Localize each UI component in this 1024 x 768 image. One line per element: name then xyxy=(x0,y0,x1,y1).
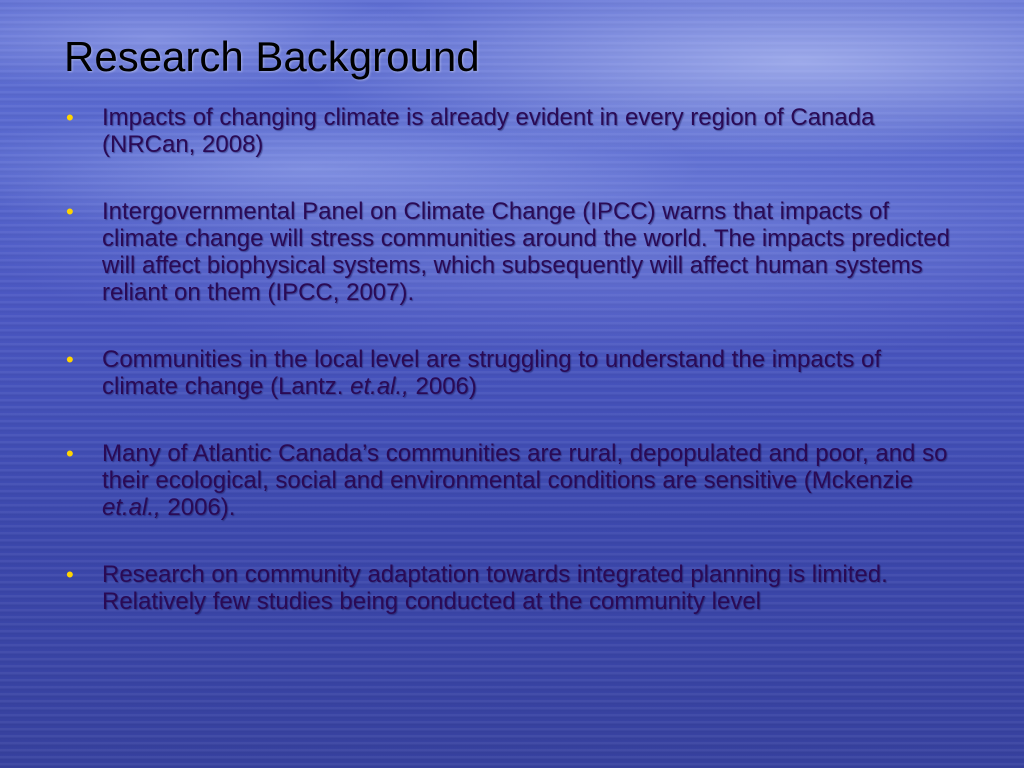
bullet-text-end: 2006) xyxy=(408,373,477,400)
bullet-icon: • xyxy=(66,441,74,466)
bullet-text: Intergovernmental Panel on Climate Change (IPCC) warns that impacts of climate change will stress communities around the world. The impacts predicted will affect biophysical systems, which subsequently will affect human systems reliant on them (IPCC, 2007). xyxy=(102,198,950,306)
bullet-text: Impacts of changing climate is already evident in every region of Canada (NRCan, 2008) xyxy=(102,104,875,158)
citation-italic: et.al., xyxy=(350,373,409,400)
bullet-text: Many of Atlantic Canada’s communities are rural, depopulated and poor, and so their ecological, social and environmental conditions are sensitive (Mckenzie xyxy=(102,440,948,494)
slide-title: Research Background xyxy=(64,33,480,80)
bullet-icon: • xyxy=(66,199,74,224)
bullet-item xyxy=(62,198,962,306)
bullet-icon: • xyxy=(66,562,74,587)
bullet-icon: • xyxy=(66,347,74,372)
bullet-text-end: 2006). xyxy=(160,494,236,521)
bullet-icon: • xyxy=(66,105,74,130)
citation-italic: et.al., xyxy=(102,494,161,521)
bullet-item xyxy=(62,440,962,521)
bullet-text: Communities in the local level are struggling to understand the impacts of climate change (Lantz. xyxy=(102,346,882,400)
bullet-item xyxy=(62,104,962,158)
bullet-list xyxy=(62,104,962,655)
bullet-text: Research on community adaptation towards integrated planning is limited. Relatively few studies being conducted at the community level xyxy=(102,561,888,615)
bullet-item xyxy=(62,346,962,400)
bullet-item xyxy=(62,561,962,615)
